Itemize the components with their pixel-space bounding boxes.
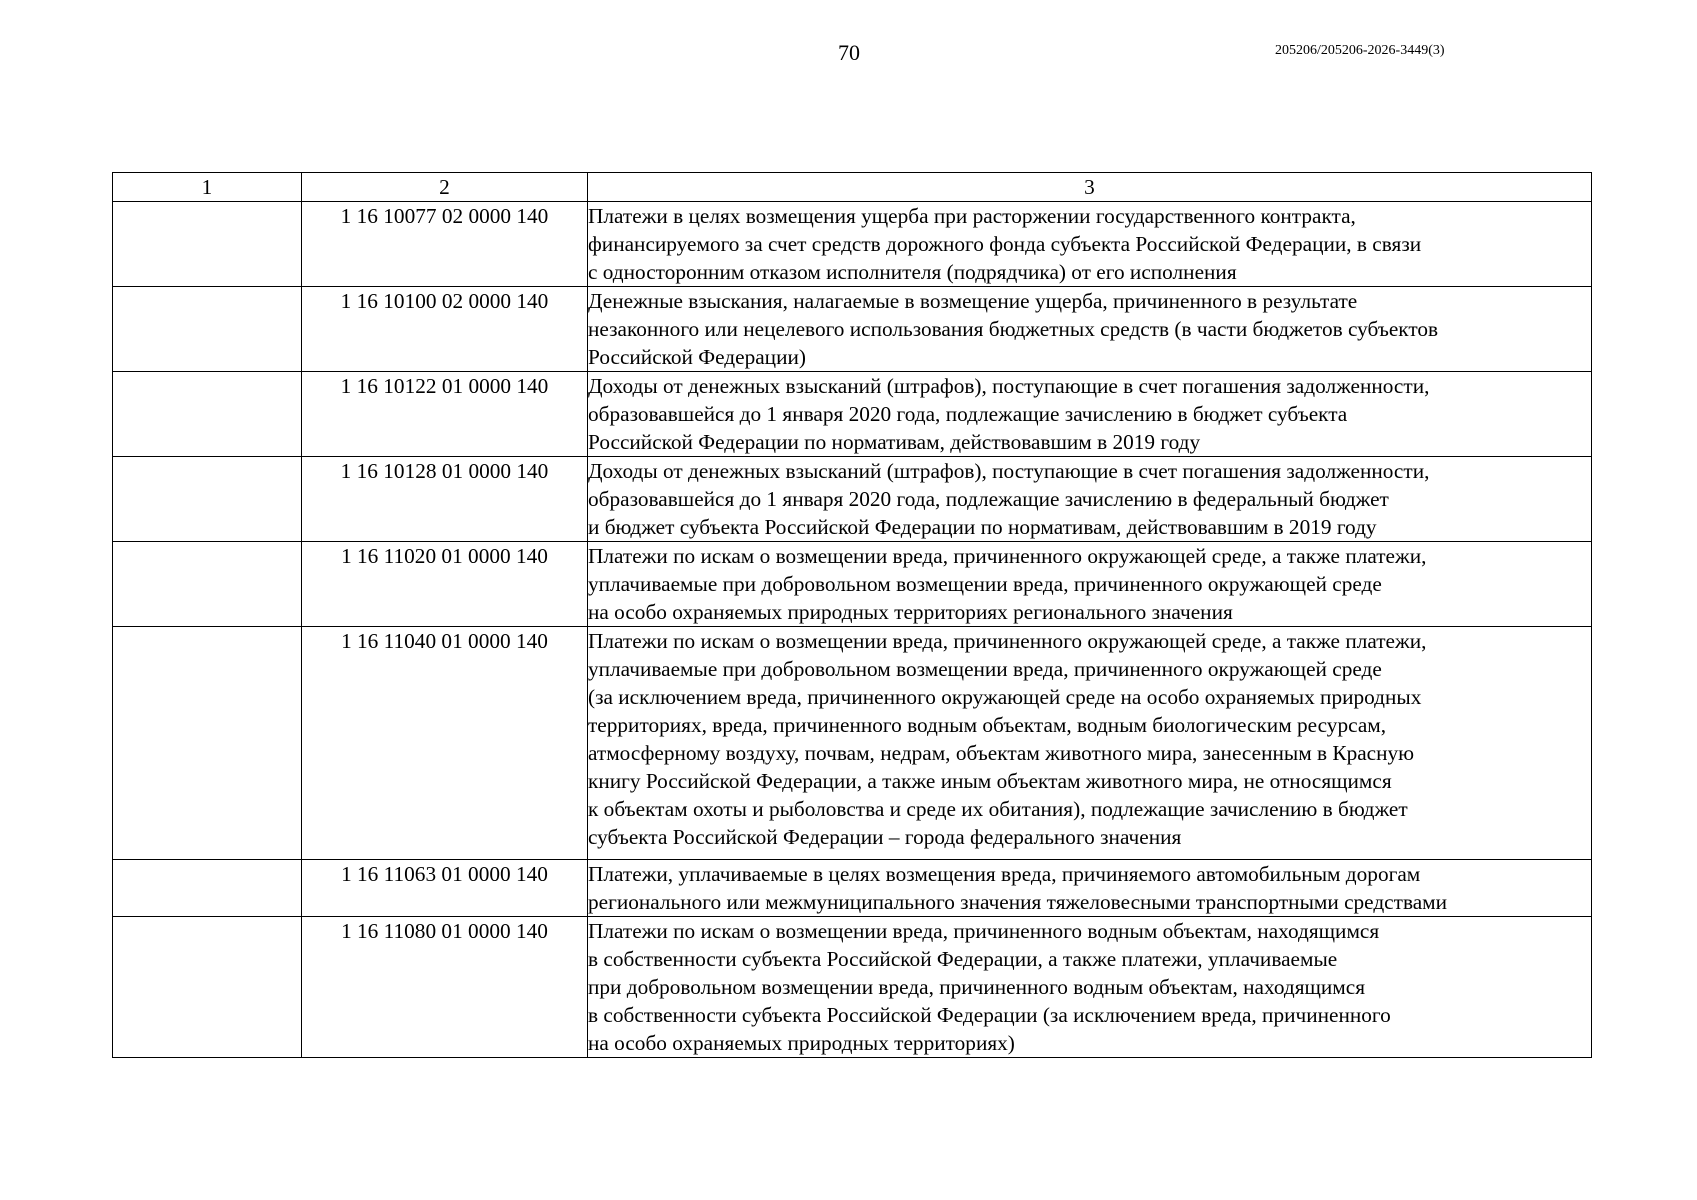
document-id: 205206/205206-2026-3449(3) [1275, 43, 1445, 58]
description-line: Российской Федерации по нормативам, действовавшим в 2019 году [588, 430, 1201, 454]
description-line: незаконного или нецелевого использования бюджетных средств (в части бюджетов субъектов [588, 317, 1439, 341]
page-number: 70 [838, 40, 860, 65]
description-line: образовавшейся до 1 января 2020 года, подлежащие зачислению в федеральный бюджет [588, 487, 1389, 511]
table-row [113, 542, 1592, 627]
description-line: финансируемого за счет средств дорожного фонда субъекта Российской Федерации, в связи [588, 232, 1422, 256]
table-header-row [113, 173, 1592, 202]
description-line: образовавшейся до 1 января 2020 года, подлежащие зачислению в бюджет субъекта [588, 402, 1348, 426]
row-column-1-cell [113, 542, 302, 627]
revenue-codes-table [112, 172, 1592, 1058]
revenue-code-cell: 1 16 10100 02 0000 140 [302, 287, 588, 372]
table-row [113, 627, 1592, 860]
revenue-description-cell [588, 860, 1592, 917]
description-line: Платежи, уплачиваемые в целях возмещения вреда, причиняемого автомобильным дорогам [588, 862, 1421, 886]
description-line: Платежи по искам о возмещении вреда, причиненного окружающей среде, а также платежи, [588, 629, 1427, 653]
description-line: и бюджет субъекта Российской Федерации по нормативам, действовавшим в 2019 году [588, 515, 1377, 539]
table-body [113, 202, 1592, 1058]
description-line: Доходы от денежных взысканий (штрафов), поступающие в счет погашения задолженности, [588, 374, 1430, 398]
revenue-code-cell: 1 16 10128 01 0000 140 [302, 457, 588, 542]
description-line: в собственности субъекта Российской Федерации, а также платежи, уплачиваемые [588, 947, 1338, 971]
description-line: атмосферному воздуху, почвам, недрам, объектам животного мира, занесенным в Красную [588, 741, 1415, 765]
revenue-code-cell: 1 16 11080 01 0000 140 [302, 917, 588, 1058]
description-line: при добровольном возмещении вреда, причиненного водным объектам, находящимся [588, 975, 1366, 999]
table-row [113, 860, 1592, 917]
table-row [113, 287, 1592, 372]
column-header-3: 3 [588, 173, 1592, 202]
revenue-code-cell: 1 16 10122 01 0000 140 [302, 372, 588, 457]
revenue-description-cell [588, 627, 1592, 860]
row-column-1-cell [113, 202, 302, 287]
table-row [113, 457, 1592, 542]
revenue-code-cell: 1 16 11040 01 0000 140 [302, 627, 588, 860]
description-line: на особо охраняемых природных территориях) [588, 1031, 1015, 1055]
revenue-description-cell [588, 542, 1592, 627]
revenue-description-cell [588, 917, 1592, 1058]
description-line: территориях, вреда, причиненного водным объектам, водным биологическим ресурсам, [588, 713, 1387, 737]
description-line: (за исключением вреда, причиненного окружающей среде на особо охраняемых природных [588, 685, 1422, 709]
row-column-1-cell [113, 917, 302, 1058]
revenue-code-cell: 1 16 10077 02 0000 140 [302, 202, 588, 287]
column-header-1: 1 [113, 173, 302, 202]
revenue-code-cell: 1 16 11063 01 0000 140 [302, 860, 588, 917]
table-row [113, 372, 1592, 457]
description-line: субъекта Российской Федерации – города федерального значения [588, 825, 1182, 849]
description-line: Платежи по искам о возмещении вреда, причиненного водным объектам, находящимся [588, 919, 1380, 943]
description-line: Российской Федерации) [588, 345, 806, 369]
row-column-1-cell [113, 627, 302, 860]
revenue-description-cell [588, 372, 1592, 457]
description-line: к объектам охоты и рыболовства и среде их обитания), подлежащие зачислению в бюджет [588, 797, 1408, 821]
description-line: уплачиваемые при добровольном возмещении вреда, причиненного окружающей среде [588, 657, 1382, 681]
description-line: регионального или межмуниципального значения тяжеловесными транспортными средствами [588, 890, 1448, 914]
description-line: в собственности субъекта Российской Федерации (за исключением вреда, причиненного [588, 1003, 1391, 1027]
table-row [113, 917, 1592, 1058]
revenue-description-cell [588, 287, 1592, 372]
row-column-1-cell [113, 860, 302, 917]
revenue-code-cell: 1 16 11020 01 0000 140 [302, 542, 588, 627]
description-line: Денежные взыскания, налагаемые в возмещение ущерба, причиненного в результате [588, 289, 1358, 313]
table-row [113, 202, 1592, 287]
row-column-1-cell [113, 457, 302, 542]
description-line: Платежи по искам о возмещении вреда, причиненного окружающей среде, а также платежи, [588, 544, 1427, 568]
description-line: на особо охраняемых природных территориях регионального значения [588, 600, 1233, 624]
revenue-description-cell [588, 202, 1592, 287]
description-line: Платежи в целях возмещения ущерба при расторжении государственного контракта, [588, 204, 1356, 228]
description-line: уплачиваемые при добровольном возмещении вреда, причиненного окружающей среде [588, 572, 1382, 596]
description-line: Доходы от денежных взысканий (штрафов), поступающие в счет погашения задолженности, [588, 459, 1430, 483]
description-line: книгу Российской Федерации, а также иным объектам животного мира, не относящимся [588, 769, 1392, 793]
row-column-1-cell [113, 287, 302, 372]
row-column-1-cell [113, 372, 302, 457]
revenue-description-cell [588, 457, 1592, 542]
description-line: с односторонним отказом исполнителя (подрядчика) от его исполнения [588, 260, 1237, 284]
column-header-2: 2 [302, 173, 588, 202]
